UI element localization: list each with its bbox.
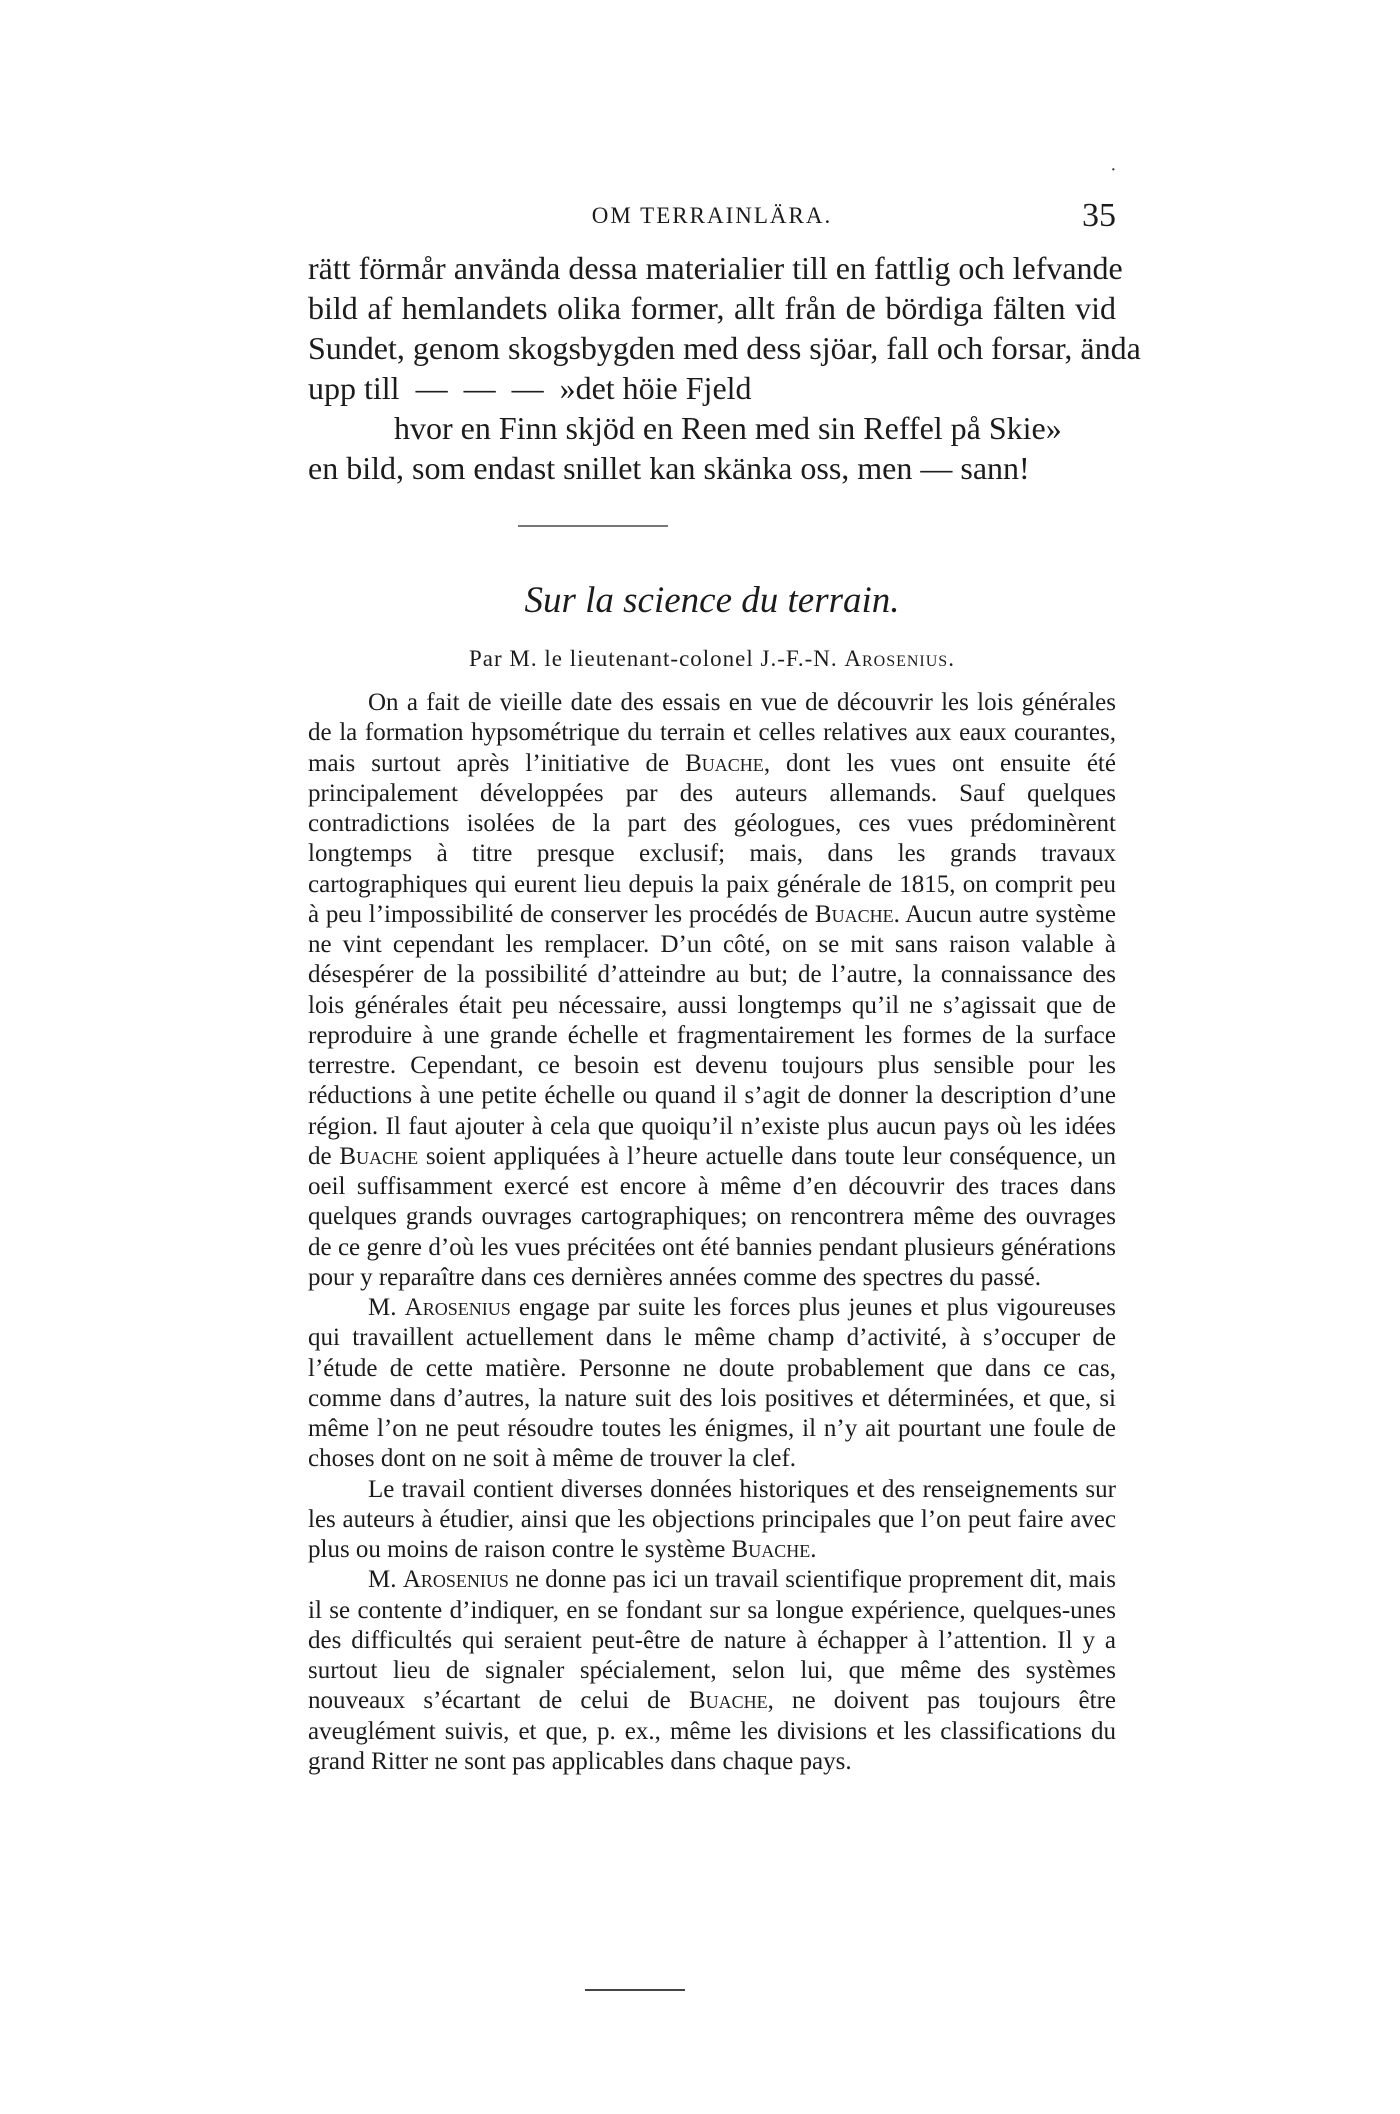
small-caps-name: Buache bbox=[688, 1687, 768, 1715]
end-rule bbox=[585, 1989, 685, 1991]
small-caps-name: Buache bbox=[814, 900, 894, 928]
paragraph bbox=[308, 1475, 1116, 1566]
swedish-line: bild af hemlandets olika former, allt från de bördiga fälten vid bbox=[308, 290, 1116, 326]
small-caps-name: Arosenius bbox=[404, 1294, 511, 1321]
section-divider bbox=[518, 525, 668, 527]
small-caps-name: Arosenius bbox=[402, 1566, 509, 1594]
paragraph-text: ne donne pas ici un travail scientifique proprement dit, mais il se contente d’indiquer, en se fondant sur sa longue expérience, quelques-unes des difficultés qui seraient peut-être de nature à échapper à l’attention. Il y a surtout lieu de signaler spécialement, selon lui, que même des systèmes nouveaux s’écartant de celui de bbox=[308, 1566, 1116, 1715]
swedish-line: en bild, som endast snillet kan skänka oss, men — sann! bbox=[308, 450, 1030, 486]
paragraph-text: Le travail contient diverses données historiques et des renseignements sur les auteurs à étudier, ainsi que les objections principales que l’on peut faire avec plus ou moins de raison contre le système bbox=[308, 1475, 1116, 1563]
paragraph-text: M. bbox=[368, 1294, 405, 1321]
paragraph-text: , ne doivent pas toujours être aveuglément suivis, et que, p. ex., même les divisions et les classifications du grand Ritter ne sont pas applicables dans chaque pays. bbox=[308, 1687, 1116, 1775]
paragraph-text: M. bbox=[368, 1566, 403, 1594]
paragraph bbox=[308, 1293, 1116, 1475]
paragraph bbox=[308, 1565, 1116, 1777]
swedish-line: upp till — — — »det höie Fjeld bbox=[308, 370, 752, 406]
swedish-verse-line: hvor en Finn skjöd en Reen med sin Reffel på Skie» bbox=[394, 410, 1062, 446]
swedish-line: Sundet, genom skogsbygden med dess sjöar, fall och forsar, ända bbox=[308, 330, 1141, 366]
paragraph-text: engage par suite les forces plus jeunes et plus vigoureuses qui travaillent actuellement dans le même champ d’activité, à s’occuper de l’étude de cette matière. Personne ne doute probablement que dans ce cas, comme dans d’autres, la nature suit des lois positives et déterminées, et que, si même l’on ne peut résoudre toutes les énigmes, il n’y ait pourtant une foule de choses dont on ne soit à même de trouver la clef. bbox=[308, 1294, 1117, 1473]
swedish-line: rätt förmår använda dessa materialier till en fattlig och lefvande bbox=[308, 250, 1123, 286]
paragraph-text: , dont les vues ont ensuite été principalement développées par des auteurs allemands. Sauf quelques contradictions isolées de la part des géologues, ces vues prédominèrent longtemps à titre presque exclusif; mais, dans les grands travaux cartographiques qui eurent lieu depuis la paix générale de 1815, on comprit peu à peu l’impossibilité de conserver les procédés de bbox=[308, 749, 1116, 928]
running-title: OM TERRAINLÄRA. bbox=[591, 203, 833, 228]
byline bbox=[308, 642, 1116, 676]
small-caps-name: Buache bbox=[685, 749, 764, 777]
small-caps-name: Buache bbox=[731, 1536, 811, 1563]
article-body bbox=[308, 688, 1116, 1777]
swedish-passage bbox=[308, 248, 1141, 488]
paragraph-text: . Aucun autre système ne vint cependant les remplacer. D’un côté, on se mit sans raison valable à désespérer de la possibilité d’atteindre au but; de l’autre, la connaissance des lois générales était peu nécessaire, aussi longtemps qu’il ne s’agissait que de reproduire à une grande échelle et fragmentairement les formes de la surface terrestre. Cependant, ce besoin est devenu toujours plus sensible pour les réductions à une petite échelle ou quand il s’agit de donner la description d’une région. Il faut ajouter à cela que quoiqu’il n’existe plus aucun pays où les idées de bbox=[308, 900, 1116, 1170]
page-number: 35 bbox=[1082, 197, 1116, 234]
paragraph-text: soient appliquées à l’heure actuelle dans toute leur conséquence, un oeil suffisamment exercé est encore à même d’en découvrir des traces dans quelques grands ouvrages cartographiques; on rencontrera même des ouvrages de ce genre d’où les vues précitées ont été bannies pendant plusieurs générations pour y reparaître dans ces dernières années comme des spectres du passé. bbox=[308, 1142, 1116, 1291]
paragraph-text: On a fait de vieille date des essais en vue de découvrir les lois générales de la formation hypsométrique du terrain et celles relatives aux eaux courantes, mais surtout après l’initiative de bbox=[308, 689, 1116, 777]
paragraph-text: . bbox=[810, 1536, 817, 1563]
paragraph bbox=[308, 688, 1116, 1293]
small-caps-name: Buache bbox=[339, 1142, 419, 1170]
byline-author: Arosenius. bbox=[844, 646, 955, 671]
article-title: Sur la science du terrain. bbox=[524, 580, 900, 621]
byline-prefix: Par M. le lieutenant-colonel J.-F.-N. bbox=[469, 646, 838, 671]
scan-speck: · bbox=[1110, 159, 1117, 181]
running-head bbox=[308, 196, 1116, 236]
